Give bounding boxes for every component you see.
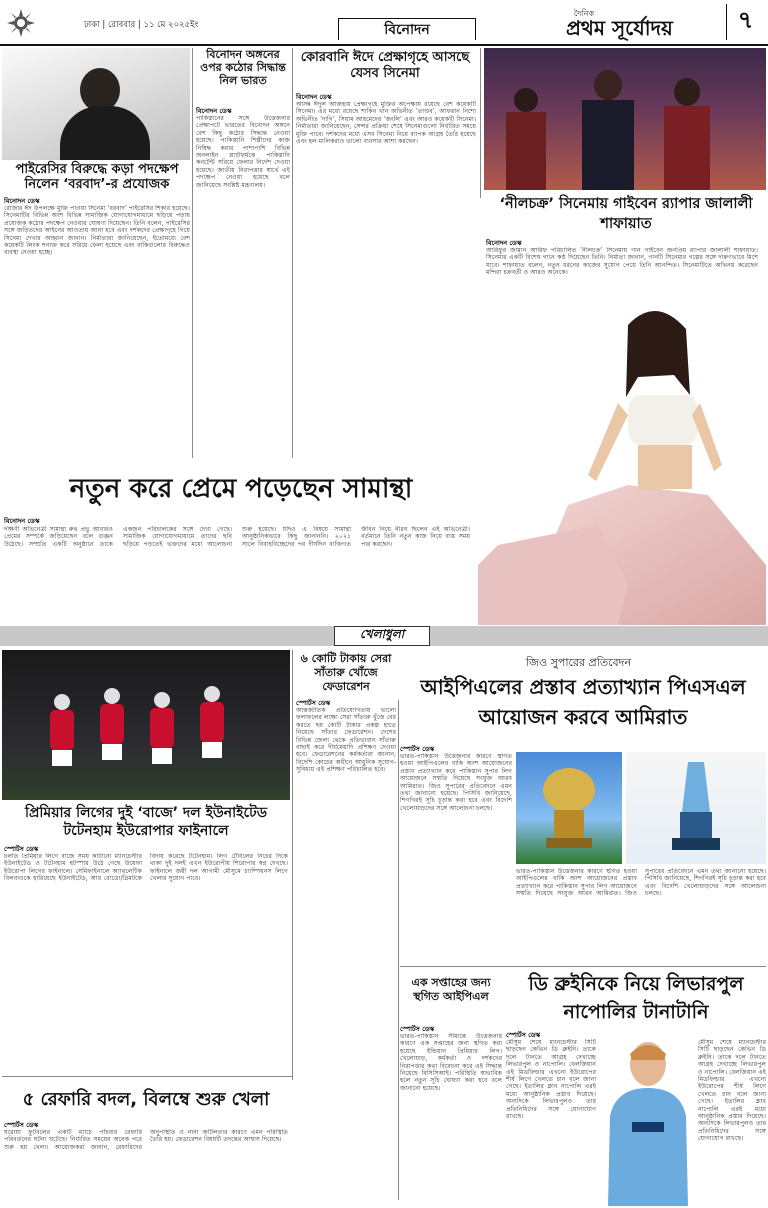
samantha-headline-band (2, 468, 480, 512)
pyresi-headline: পাইরেসির বিরুদ্ধে কড়া পদক্ষেপ নিলেন ‘বরবাদ’-র প্রযোজক (15, 162, 179, 192)
ipl-postponed-headline: এক সপ্তাহের জন্য স্থগিত আইপিএল (411, 976, 491, 1003)
korbani-body: আসন্ন ঈদুল আজহায় প্রেক্ষাগৃহে মুক্তির অপেক্ষায় রয়েছে বেশ কয়েকটি সিনেমা। এর মধ্যে রয়েছে শাকিব খান অভিনীত ‘তাণ্ডব’, আফরান নিশো অভিনীত ‘দাগি’, সিয়াম আহমেদের ‘জংলি’ এবং আরও কয়েকটি সিনেমা। নির্মাতারা জানিয়েছেন, সেন্সর প্রক্রিয়া শেষে সিনেমাগুলো নির্ধারিত সময়ে মুক্তি পাবে। দর্শকদের মধ্যে এসব সিনেমা নিয়ে ব্যাপক আগ্রহ তৈরি হয়েছে এবং হল মালিকরাও ভালো ব্যবসার আশা করছেন। (296, 101, 476, 146)
ipl-postponed-body: ভারত-পাকিস্তান সীমান্তে উত্তেজনার কারণে এক সপ্তাহের জন্য স্থগিত করা হয়েছে ইন্ডিয়ান প্রিমিয়ার লিগ। খেলোয়াড়, কর্মকর্তা ও দর্শকদের নিরাপত্তার কথা বিবেচনা করে এই সিদ্ধান্ত নিয়েছে বিসিসিআই। পরিস্থিতি স্বাভাবিক হলে নতুন সূচি ঘোষণা করা হবে বলে জানানো হয়েছে। (400, 1033, 502, 1092)
paper-name: প্রথম সূর্যোদয় (566, 16, 673, 40)
paper-prefix: দৈনিক (574, 9, 595, 18)
dateline: ঢাকা | রোববার | ১১ মে ২০২৫ইং (84, 20, 199, 30)
section-entertainment-label: বিনোদন (384, 21, 430, 38)
premier-headline: প্রিমিয়ার লিগের দুই ‘বাজে’ দল ইউনাইটেড টটেনহাম ইউরোপার ফাইনালে (24, 805, 268, 839)
korbani-desk: বিনোদন ডেস্ক (296, 93, 332, 101)
barbaad-producer-photo (2, 48, 190, 160)
india-headline: বিনোদন অঙ্গনের ওপর কঠোর সিদ্ধান্ত নিল ভারত (200, 48, 286, 87)
debruyne-desk: স্পোর্টস ডেস্ক (506, 1031, 541, 1039)
swimmer-body: আন্তর্জাতিক প্রতিযোগিতায় ভালো ফলাফলের লক্ষ্যে সেরা সাঁতারু খুঁজে বের করতে ছয় কোটি টাকার প্রকল্প হাতে নিয়েছে সাঁতার ফেডারেশন। দেশের বিভিন্ন জেলা থেকে প্রতিভাবান সাঁতারু বাছাই করে দীর্ঘমেয়াদি প্রশিক্ষণ দেওয়া হবে। ফেডারেশনের কর্মকর্তারা জানান, বিদেশি কোচের অধীনে আধুনিক সুযোগ-সুবিধায় এই প্রশিক্ষণ পরিচালিত হবে। (296, 707, 396, 774)
india-body: পাকিস্তানের সঙ্গে উত্তেজনার প্রেক্ষাপটে ভারতের বিনোদন অঙ্গনে বেশ কিছু কঠোর সিদ্ধান্ত নেওয়া হয়েছে। পাকিস্তানি শিল্পীদের কাজ নিষিদ্ধ করার পাশাপাশি বিভিন্ন অনলাইন প্ল্যাটফর্মকে পাকিস্তানি কনটেন্ট সরিয়ে ফেলার নির্দেশ দেওয়া হয়েছে। জাতীয় নিরাপত্তার স্বার্থে এই পদক্ষেপ নেওয়া হয়েছে বলে জানিয়েছে সংশ্লিষ্ট মন্ত্রণালয়। (196, 115, 290, 189)
debruyne-headline: ডি ব্রুইনিকে নিয়ে লিভারপুল নাপোলির টানাটানি (528, 973, 744, 1023)
ipl-body: ভারত-পাকিস্তান উত্তেজনার কারণে স্থগিত হওয়া আইপিএলের বাকি অংশ আয়োজনের প্রস্তাব প্রত্যাখ্যান করে পাকিস্তান সুপার লিগ আয়োজনে সম্মতি দিয়েছে সংযুক্ত আরব আমিরাত। জিও সুপারের প্রতিবেদনে এমন তথ্য জানানো হয়েছে। পিসিবি জানিয়েছে, শিগগিরই সূচি চূড়ান্ত করা হবে এবং বিদেশি খেলোয়াড়দের সঙ্গে আলোচনা চলছে। (400, 753, 512, 812)
manutd-players-photo (2, 650, 290, 800)
debruyne-body: মৌসুম শেষে ম্যানচেস্টার সিটি ছাড়ছেন কেভিন ডি ব্রুইনি। তাকে দলে টানতে আগ্রহ দেখাচ্ছে লিভারপুল ও নাপোলি। বেলজিয়ান এই মিডফিল্ডার এখনো ইউরোপের শীর্ষ লিগে খেলতে চান বলে জানা গেছে। ইতালির ক্লাব নাপোলি এরই মধ্যে আনুষ্ঠানিক প্রস্তাব দিয়েছে। অন্যদিকে লিভারপুলও তার প্রতিনিধিদের সঙ্গে যোগাযোগ রাখছে। (506, 1039, 596, 1121)
ipl-headline: আইপিএলের প্রস্তাব প্রত্যাখ্যান পিএসএল আয়োজন করবে আমিরাত (420, 675, 746, 729)
ipl-kicker: জিও সুপারের প্রতিবেদন (526, 656, 632, 669)
ipl-desk: স্পোর্টস ডেস্ক (400, 745, 435, 753)
india-desk: বিনোদন ডেস্ক (196, 107, 232, 115)
referee-headline: ৫ রেফারি বদল, বিলম্বে শুরু খেলা (22, 1089, 270, 1110)
korbani-headline: কোরবানি ঈদে প্রেক্ষাগৃহে আসছে যেসব সিনেমা (300, 50, 470, 81)
pyresi-desk: বিনোদন ডেস্ক (4, 197, 40, 205)
referee-body: ঘরোয়া ফুটবলের একটি ম্যাচে পাঁচবার রেফারি পরিবর্তনের ঘটনা ঘটেছে। নির্ধারিত সময়ের অনেক পরে শুরু হয় খেলা। আয়োজকরা জানান, রেফারিদের অনুপস্থিতি ও নানা জটিলতার কারণে এমন পরিস্থিতি তৈরি হয়। ফেডারেশন বিষয়টি তদন্তের আশ্বাস দিয়েছে। (4, 1129, 288, 1151)
page-number-box (726, 4, 764, 40)
dateline-location: ঢাকা (84, 20, 100, 30)
ipl-body-cont: ভারত-পাকিস্তান উত্তেজনার কারণে স্থগিত হওয়া আইপিএলের বাকি অংশ আয়োজনের প্রস্তাব প্রত্যাখ্যান করে পাকিস্তান সুপার লিগ আয়োজনে সম্মতি দিয়েছে সংযুক্ত আরব আমিরাত। জিও সুপারের প্রতিবেদনে এমন তথ্য জানানো হয়েছে। পিসিবি জানিয়েছে, শিগগিরই সূচি চূড়ান্ত করা হবে এবং বিদেশি খেলোয়াড়দের সঙ্গে আলোচনা চলছে। (516, 868, 766, 898)
sports-banner-label-box (334, 626, 430, 646)
masthead-rule (0, 44, 768, 46)
psl-trophy-photo (626, 752, 766, 864)
sports-banner-label: খেলাধুলা (359, 627, 405, 641)
ipl-postponed-desk: স্পোর্টস ডেস্ক (400, 1025, 435, 1033)
dateline-date: ১১ মে ২০২৫ইং (143, 20, 199, 30)
neelchokro-photo (484, 48, 766, 190)
samantha-photo (478, 285, 766, 625)
premier-desk: স্পোর্টস ডেস্ক (4, 845, 39, 853)
pyresi-body: রোজার ঈদ উপলক্ষে মুক্তি পাওয়া সিনেমা ‘বরবাদ’ পাইরেসির শিকার হয়েছে। সিনেমাটির বিভিন্ন অংশ বিভিন্ন সামাজিক যোগাযোগমাধ্যমে ছড়িয়ে পড়ায় প্রযোজক কঠোর পদক্ষেপ নেওয়ার ঘোষণা দিয়েছেন। তিনি বলেন, পাইরেসির সঙ্গে জড়িতদের আইনের আওতায় আনা হবে এবং দর্শকদের প্রেক্ষাগৃহে গিয়ে সিনেমা দেখার আহ্বান জানান। নির্মাতারা জানিয়েছেন, ইতোমধ্যে বেশ কয়েকটি লিংক শনাক্ত করে সরিয়ে ফেলা হয়েছে এবং বাকিগুলোর বিরুদ্ধেও ব্যবস্থা নেওয়া হচ্ছে। (4, 205, 190, 257)
debruyne-body-cont: মৌসুম শেষে ম্যানচেস্টার সিটি ছাড়ছেন কেভিন ডি ব্রুইনি। তাকে দলে টানতে আগ্রহ দেখাচ্ছে লিভারপুল ও নাপোলি। বেলজিয়ান এই মিডফিল্ডার এখনো ইউরোপের শীর্ষ লিগে খেলতে চান বলে জানা গেছে। ইতালির ক্লাব নাপোলি এরই মধ্যে আনুষ্ঠানিক প্রস্তাব দিয়েছে। অন্যদিকে লিভারপুলও তার প্রতিনিধিদের সঙ্গে যোগাযোগ রাখছে। (698, 1039, 766, 1143)
neelchokro-headline: ‘নীলচক্র’ সিনেমায় গাইবেন র‍্যাপার জালালী শাফায়াত (499, 196, 753, 232)
neelchokro-desk: বিনোদন ডেস্ক (486, 239, 522, 247)
samantha-desk: বিনোদন ডেস্ক (4, 517, 40, 525)
section-entertainment (338, 18, 476, 40)
sports-banner (0, 626, 768, 646)
swimmer-desk: স্পোর্টস ডেস্ক (296, 699, 331, 707)
debruyne-photo (596, 1036, 696, 1206)
dateline-day: রোববার (107, 20, 136, 30)
samantha-headline: নতুন করে প্রেমে পড়েছেন সামান্থা (69, 474, 413, 504)
premier-body: চলতি প্রিমিয়ার লিগে বাজে সময় কাটানো ম্যানচেস্টার ইউনাইটেড ও টটেনহাম হটস্পার উঠে গেছে উয়েফা ইউরোপা লিগের ফাইনালে। সেমিফাইনালে অ্যাথলেটিক বিলবাওকে হারিয়েছে ইউনাইটেড, আর বোডো/গ্লিমটকে বিদায় করেছে টটেনহাম। লিগ টেবিলের নিচের দিকে থাকা দুই দলই এখন ইউরোপীয় শিরোপার স্বপ্ন দেখছে। ফাইনালে জয়ী দল আগামী মৌসুমে চ্যাম্পিয়নস লিগে খেলার সুযোগ পাবে। (4, 853, 288, 883)
sun-logo-icon (6, 8, 36, 38)
referee-desk: স্পোর্টস ডেস্ক (4, 1121, 39, 1129)
ipl-trophy-photo (516, 752, 622, 864)
samantha-body: দক্ষিণী অভিনেত্রী সামান্থা রুথ প্রভু আবারও প্রেমের সম্পর্কে জড়িয়েছেন বলে গুঞ্জন উঠেছে। সম্প্রতি একটি অনুষ্ঠানে তাকে একজন পরিচালকের সঙ্গে দেখা গেছে। সামাজিক যোগাযোগমাধ্যমে তাদের ছবি ছড়িয়ে পড়তেই ভক্তদের মধ্যে আলোচনা শুরু হয়েছে। যদিও এ বিষয়ে সামান্থা আনুষ্ঠানিকভাবে কিছু জানাননি। ২০২১ সালে বিবাহবিচ্ছেদের পর দীর্ঘদিন ব্যক্তিগত জীবন নিয়ে নীরব ছিলেন এই অভিনেত্রী। বর্তমানে তিনি নতুন কাজ নিয়ে ব্যস্ত সময় পার করছেন। (4, 526, 470, 548)
swimmer-headline: ৬ কোটি টাকায় সেরা সাঁতারু খোঁজে ফেডারেশন (300, 652, 392, 693)
page-number: ৭ (737, 6, 754, 34)
neelchokro-body: আরিফুর জামান আরিফ পরিচালিত ‘নীলচক্র’ সিনেমায় গান গাইবেন জনপ্রিয় র‍্যাপার জালালী শাফায়াত। সিনেমার একটি বিশেষ গানে কণ্ঠ দিয়েছেন তিনি। নির্মাতা জানান, গানটি সিনেমার গল্পের সঙ্গে দারুণভাবে মিশে যাবে। শাফায়াত বলেন, নতুন ধরনের কাজের সুযোগ পেয়ে তিনি আনন্দিত। সিনেমাটিতে অভিনয় করেছেন মন্দিরা চক্রবর্তী ও আরও অনেকে। (486, 247, 758, 277)
